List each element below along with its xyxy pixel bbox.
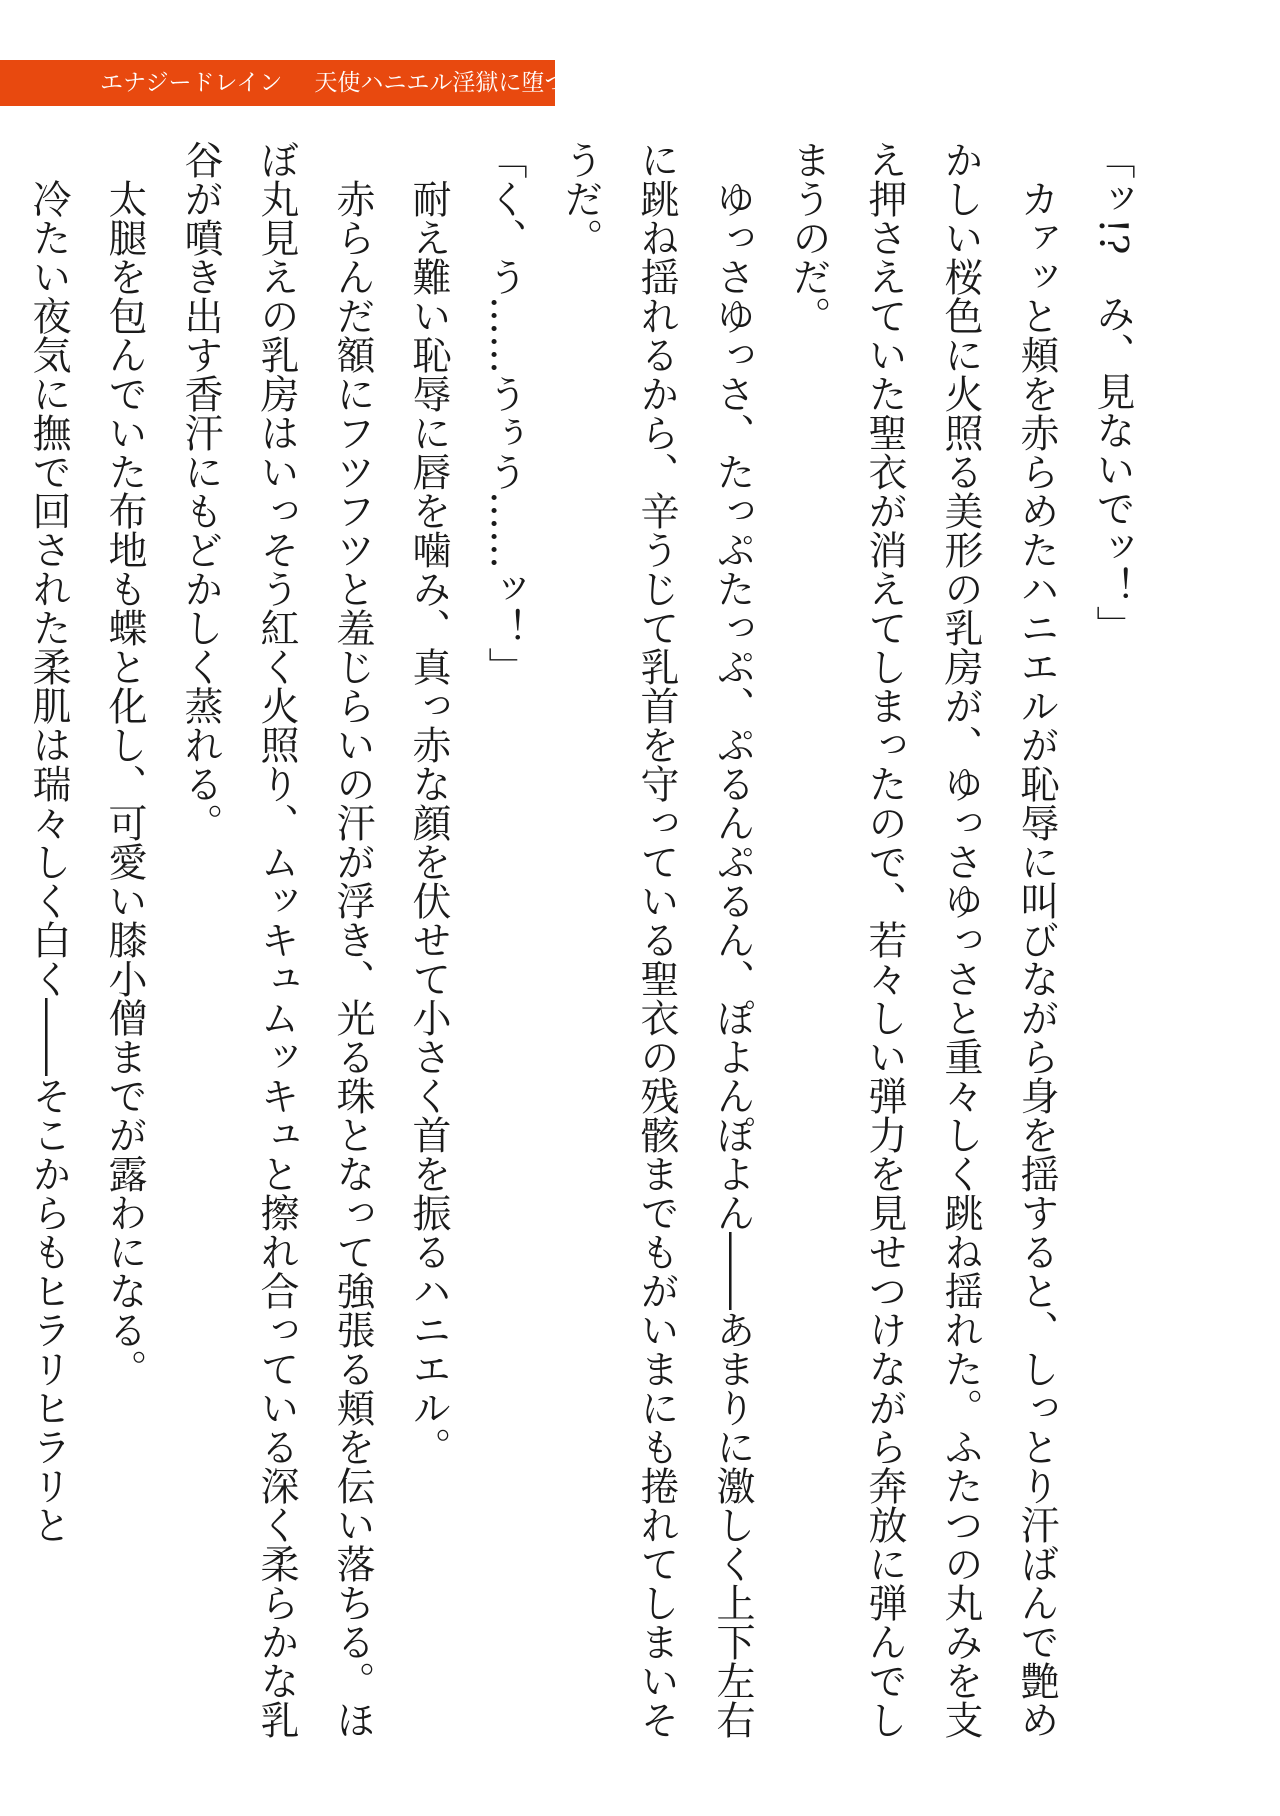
narration-paragraph: 赤らんだ額にフツフツと羞じらいの汗が浮き、光る珠となって強張る頬を伝い落ちる。ほぼ丸見えの乳房はいっそう紅く火照り、ムッキュムッキュと擦れ合っている深く柔らかな乳谷が噴き出す香汗にもどかしく蒸れる。 — [178, 140, 375, 1739]
narration-paragraph: カァッと頬を赤らめたハニエルが恥辱に叫びながら身を揺すると、しっとり汗ばんで艶めかしい桜色に火照る美形の乳房が、ゆっさゆっさと重々しく跳ね揺れた。ふたつの丸みを支え押さえていた聖衣が消えてしまったので、若々しい弾力を見せつけながら奔放に弾んでしまうのだ。 — [786, 140, 1059, 1739]
dialogue-line: 「く、う……うぅう……ッ！」 — [482, 140, 527, 686]
vertical-text-body — [10, 140, 1150, 1760]
narration-paragraph: 冷たい夜気に撫で回された柔肌は瑞々しく白く――そこからもヒラリヒラリと — [26, 179, 71, 1544]
book-title: エナジードレイン — [100, 69, 283, 96]
narration-paragraph: 太腿を包んでいた布地も蝶と化し、可愛い膝小僧までが露わになる。 — [102, 179, 147, 1388]
narration-paragraph: ゆっさゆっさ、たっぷたっぷ、ぷるんぷるん、ぽよんぽよん――あまりに激しく上下左右に跳ね揺れるから、辛うじて乳首を守っている聖衣の残骸までもがいまにも捲れてしまいそうだ。 — [558, 140, 755, 1739]
running-header — [0, 60, 568, 106]
book-subtitle: 天使ハニエル淫獄に堕つ — [314, 69, 568, 96]
dialogue-line: 「ッ!? み、見ないでッ！」 — [1090, 140, 1135, 645]
narration-paragraph: 耐え難い恥辱に唇を噛み、真っ赤な顔を伏せて小さく首を振るハニエル。 — [406, 179, 451, 1466]
